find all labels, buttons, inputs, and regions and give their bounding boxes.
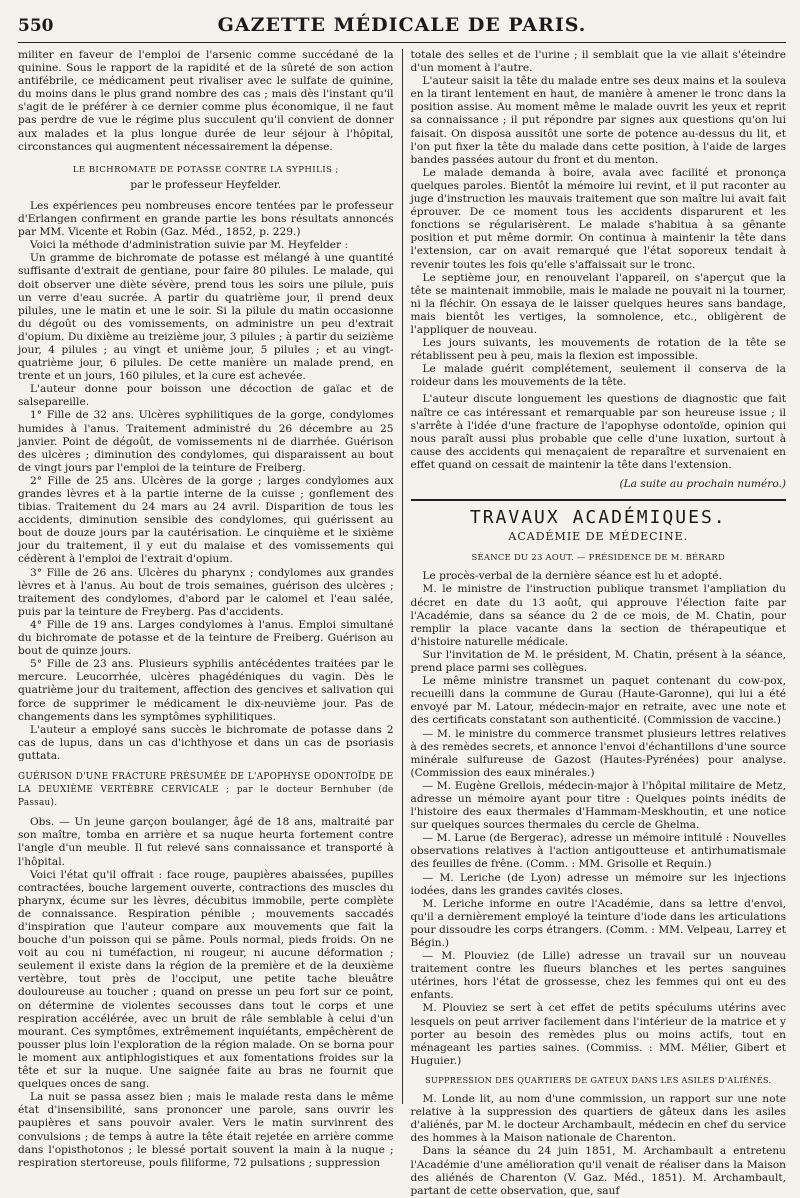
case-paragraph: 5° Fille de 23 ans. Plusieurs syphilis antécédentes traitées par le mercure. Leucorrhée, ulcères phagédéniques du vagin. Dès le quatrième jour du traitement, affection des gencives et salivation qui force de supprimer le médicament le dix-neuvième jour. Pas de changements dans les symptômes syphilitiques. xyxy=(18,658,394,723)
academy-paragraph: — M. Larue (de Bergerac), adresse un mémoire intitulé : Nouvelles observations relatives à l'action antigoutteuse et antirhumatismale des feuilles de frêne. (Comm. : MM. Grisolle et Requin.) xyxy=(410,832,787,871)
paragraph: Les expériences peu nombreuses encore tentées par le professeur d'Erlangen confirment en grande partie les bons résultats annoncés par MM. Vicente et Robin (Gaz. Méd., 1852, p. 229.) xyxy=(18,199,394,239)
page-number: 550 xyxy=(18,16,54,36)
intro-paragraph: militer en faveur de l'emploi de l'arsenic comme succédané de la quinine. Sous le rapport de la rapidité et de la sûreté de son action antifébrile, ce médicament peut rivaliser avec le sulfate de quinine, du moins dans le plus grand nombre des cas ; mais dès l'instant qu'il s'agit de le préférer à ce dernier comme plus économique, il ne faut pas perdre de vue le régime plus succulent qu'il convient de donner aux malades et la plus longue durée de leur séjour à l'hôpital, circonstances qui augmentent nécessairement la dépense. xyxy=(18,49,394,153)
academy-heading: ACADÉMIE DE MÉDECINE. xyxy=(508,530,689,544)
travaux-academiques-title: TRAVAUX ACADÉMIQUES. xyxy=(469,507,727,529)
academy-paragraph: — M. Leriche (de Lyon) adresse un mémoire sur les injections iodées, dans les grandes cavités closes. xyxy=(410,871,787,897)
academy-paragraph: M. Leriche informe en outre l'Académie, dans sa lettre d'envoi, qu'il a dernièrement employé la teinture d'iode dans les articulations pour dissoudre les corps étrangers. (Comm. : MM. Velpeau, Larrey et Bégin.) xyxy=(410,897,787,949)
case-paragraph: 4° Fille de 19 ans. Larges condylomes à l'anus. Emploi simultané du bichromate de potasse et de la teinture de Freiberg. Guérison au bout de quinze jours. xyxy=(18,618,394,658)
case-paragraph: 3° Fille de 26 ans. Ulcères du pharynx ; condylomes aux grandes lèvres et à l'anus. Au bout de trois semaines, guérison des ulcères ; traitement des condylomes, d'abord par le calomel et l'eau salée, puis par la teinture de Freyberg. Pas d'accidents. xyxy=(18,566,394,618)
fracture-section-title: GUÉRISON D'UNE FRACTURE PRÉSUMÉE DE L'APOPHYSE ODONTOÏDE DE LA DEUXIÈME VERTÈBRE CERVICALE ; par le docteur Bernhuber (de Passau). xyxy=(18,771,394,809)
bichromate-section-title: LE BICHROMATE DE POTASSE CONTRE LA SYPHILIS ; xyxy=(72,164,339,175)
academy-paragraph: — M. Eugène Grellois, médecin-major à l'hôpital militaire de Metz, adresse un mémoire ayant pour titre : Quelques points inédits de l'histoire des eaux thermales d'Hammam-Meskhoutin, et une notice sur quelques sources thermales du cercle de Ghelma. xyxy=(410,779,787,832)
paragraph: Les jours suivants, les mouvements de rotation de la tête se rétablissent peu à peu, mais la flexion est impossible. xyxy=(410,337,787,363)
academy-paragraph: Le procès-verbal de la dernière séance est lu et adopté. xyxy=(422,570,722,583)
academy-paragraph: Sur l'invitation de M. le président, M. Chatin, présent à la séance, prend place parmi ses collègues. xyxy=(410,648,787,675)
column-separator xyxy=(402,49,403,1104)
right-column xyxy=(410,49,787,1197)
academy-paragraph: M. le ministre de l'instruction publique transmet l'ampliation du décret en date du 13 août, qui approuve l'élection faite par l'Académie, dans sa séance du 2 de ce mois, de M. Chatin, pour remplir la place vacante dans la section de thérapeutique et d'histoire naturelle médicale. xyxy=(410,583,787,648)
continued-note: (La suite au prochain numéro.) xyxy=(619,478,787,490)
paragraph: totale des selles et de l'urine ; il semblait que la vie allait s'éteindre d'un moment à l'autre. xyxy=(410,49,787,75)
paragraph: L'auteur discute longuement les questions de diagnostic que fait naître ce cas intéressant et remarquable par son heureuse issue ; il s'arrête à l'idée d'une fracture de l'apophyse odontoïde, opinion qui nous paraît aussi plus probable que celle d'une luxation, surtout à cause des accidents qui menaçaient de reparaître et survenaient en effet quand on cessait de maintenir la tête dans l'extension. xyxy=(410,393,787,471)
seance-heading: SÉANCE DU 23 AOUT. — PRÉSIDENCE DE M. BÉRARD xyxy=(471,552,726,563)
academy-paragraph: — M. Plouviez (de Lille) adresse un travail sur un nouveau traitement contre les flueurs blanches et les pertes sanguines utérines, hors l'état de grossesse, chez les femmes qui ont eu des enfants. xyxy=(410,950,787,1002)
paragraph: Le malade demanda à boire, avala avec facilité et prononça quelques paroles. Bientôt la mémoire lui revint, et il put raconter au juge d'instruction les mauvais traitement que son maître lui avait fait éprouver. De ce moment tous les accidents disparurent et les fonctions se régularisèrent. Le malade s'habitua à sa gênante position et put même dormir. On continua à maintenir la tête dans l'extension, car on avait remarqué que l'état soporeux tendait à revenir toutes les fois qu'elle s'affaissait sur le tronc. xyxy=(410,166,787,271)
paragraph: Le malade guérit complétement, seulement il conserva de la roideur dans les mouvements de la tête. xyxy=(410,363,787,389)
paragraph: Obs. — Un jeune garçon boulanger, âgé de 18 ans, maltraité par son maître, tomba en arrière et sa nuque heurta fortement contre l'angle d'un meuble. Il fut relevé sans connaissance et transporté à l'hôpital. xyxy=(18,816,394,868)
paragraph: Dans la séance du 24 juin 1851, M. Archambault a entretenu l'Académie d'une amélioration qu'il venait de réaliser dans la Maison des aliénés de Charenton (V. Gaz. Méd., 1851). M. Archambault, partant de cette observation, que, sauf xyxy=(410,1145,787,1197)
two-column-body xyxy=(18,49,787,1197)
suppression-section-title: SUPPRESSION DES QUARTIERS DE GATEUX DANS LES ASILES D'ALIÉNÉS. xyxy=(425,1074,772,1085)
paragraph: L'auteur a employé sans succès le bichromate de potasse dans 2 cas de lupus, dans un cas d'ichthyose et dans un cas de psoriasis guttata. xyxy=(18,723,394,762)
paragraph: Voici la méthode d'administration suivie par M. Heyfelder : xyxy=(30,239,349,252)
case-paragraph: 2° Fille de 25 ans. Ulcères de la gorge ; larges condylomes aux grandes lèvres et à la partie interne de la cuisse ; gonflement des tibias. Traitement du 24 mars au 24 avril. Disparition de tous les accidents, diminution sensible des condylomes, qui guérissent au bout de douze jours par la cautérisation. Le cinquième et le sixième jour du traitement, il y eut du malaise et des vomissements qui cédèrent à l'emploi de l'extrait d'opium. xyxy=(18,474,394,566)
paragraph: L'auteur donne pour boisson une décoction de gaïac et de salsepareille. xyxy=(18,383,394,409)
academy-paragraph: — M. le ministre du commerce transmet plusieurs lettres relatives à des remèdes secrets, et annonce l'envoi d'échantillons d'une source minérale sulfureuse de Gazost (Hautes-Pyrénées) pour analyse. (Commission des eaux minérales.) xyxy=(410,727,787,779)
journal-title: GAZETTE MÉDICALE DE PARIS. xyxy=(217,14,587,36)
paragraph: Voici l'état qu'il offrait : face rouge, paupières abaissées, pupilles contractées, bouche largement ouverte, contractions des muscles du pharynx, écume sur les lèvres, décubitus immobile, perte complète de connaissance. Respiration pénible ; mouvements saccadés d'inspiration que l'auteur compare aux mouvements que fait la bouche d'un poisson qui se pâme. Pouls normal, pieds froids. On ne voit au cou ni tuméfaction, ni rougeur, ni aucune déformation ; seulement il existe dans la région de la première et de la deuxième vertèbre, tout près de l'occiput, une petite tache bleuâtre douloureuse au toucher ; quand on presse un peu fort sur ce point, on détermine de violentes secousses dans tout le corps et une respiration accélérée, avec un bruit de râle semblable à celui d'un mourant. Ces symptômes, extrêmement inquiétants, empêchèrent de pousser plus loin l'exploration de la région malade. On se borna pour le moment aux antiphlogistiques et aux fomentations froides sur la tête et sur la nuque. Une saignée faite au bras ne fournit que quelques onces de sang. xyxy=(18,868,394,1091)
academy-paragraph: Le même ministre transmet un paquet contenant du cow-pox, recueilli dans la commune de Gurau (Haute-Garonne), qui lui a été envoyé par M. Latour, médecin-major en retraite, avec une note et des certificats constatant son authenticité. (Commission de vaccine.) xyxy=(410,675,787,727)
page-header xyxy=(18,12,786,43)
paragraph: Le septième jour, en renouvelant l'appareil, on s'aperçut que la tête se maintenait immobile, mais le malade ne pouvait ni la tourner, ni la fléchir. On essaya de le laisser quelques heures sans bandage, mais bientôt les vertiges, la somnolence, etc., obligèrent de l'appliquer de nouveau. xyxy=(410,271,787,336)
case-paragraph: 1° Fille de 32 ans. Ulcères syphilitiques de la gorge, condylomes humides à l'anus. Traitement administré du 26 décembre au 25 janvier. Point de dégoût, de vomissements ni de diarrhée. Guérison des ulcères ; diminution des condylomes, qui disparaissent au bout de vingt jours par l'emploi de la teinture de Freiberg. xyxy=(18,409,394,474)
bichromate-section-author: par le professeur Heyfelder. xyxy=(130,178,282,191)
paragraph: L'auteur saisit la tête du malade entre ses deux mains et la souleva en la tirant lentement en haut, de manière à amener le tronc dans la position assise. Au moment même le malade ouvrit les yeux et reprit sa connaissance ; il put répondre par signes aux questions qu'on lui faisait. On disposa aussitôt une sorte de potence au-dessus du lit, et l'on put fixer la tête du malade dans cette position, à l'aide de larges bandes passées autour du front et du menton. xyxy=(410,75,787,166)
paragraph: M. Londe lit, au nom d'une commission, un rapport sur une note relative à la suppression des quartiers de gâteux dans les asiles d'aliénés, par M. le docteur Archambault, médecin en chef du service des hommes à la Maison nationale de Charenton. xyxy=(410,1093,787,1145)
academy-paragraph: M. Plouviez se sert à cet effet de petits spéculums utérins avec lesquels on peut arriver facilement dans l'intérieur de la matrice et y porter au besoin des remèdes plus ou moins actifs, tout en ménageant les parties saines. (Commiss. : MM. Mélier, Gibert et Huguier.) xyxy=(410,1002,787,1067)
paragraph: Un gramme de bichromate de potasse est mélangé à une quantité suffisante d'extrait de gentiane, pour faire 80 pilules. Le malade, qui doit observer une diète sévère, prend tous les soirs une pilule, puis un verre d'eau sucrée. A partir du quatrième jour, il prend deux pilules, une le matin et une le soir. Si la pilule du matin occasionne du dégoût ou des vomissements, on administre un peu d'extrait d'opium. Du dixième au treizième jour, 3 pilules ; à partir du seizième jour, 4 pilules ; au vingt et unième jour, 5 pilules ; et au vingt-quatrième jour, 6 pilules. De cette manière un malade prend, en trente et un jours, 160 pilules, et la cure est achevée. xyxy=(18,252,394,383)
section-divider xyxy=(411,499,787,501)
paragraph: La nuit se passa assez bien ; mais le malade resta dans le même état d'insensibilité, sans prononcer une parole, sans ouvrir les paupières et sans pouvoir avaler. Vers le matin survinrent des convulsions ; de temps à autre la tête était rejetée en arrière comme dans l'opisthotonos ; le blessé portait souvent la main à la nuque ; respiration stertoreuse, pouls filiforme, 72 pulsations ; suppression xyxy=(18,1091,394,1169)
left-column xyxy=(18,49,394,1169)
